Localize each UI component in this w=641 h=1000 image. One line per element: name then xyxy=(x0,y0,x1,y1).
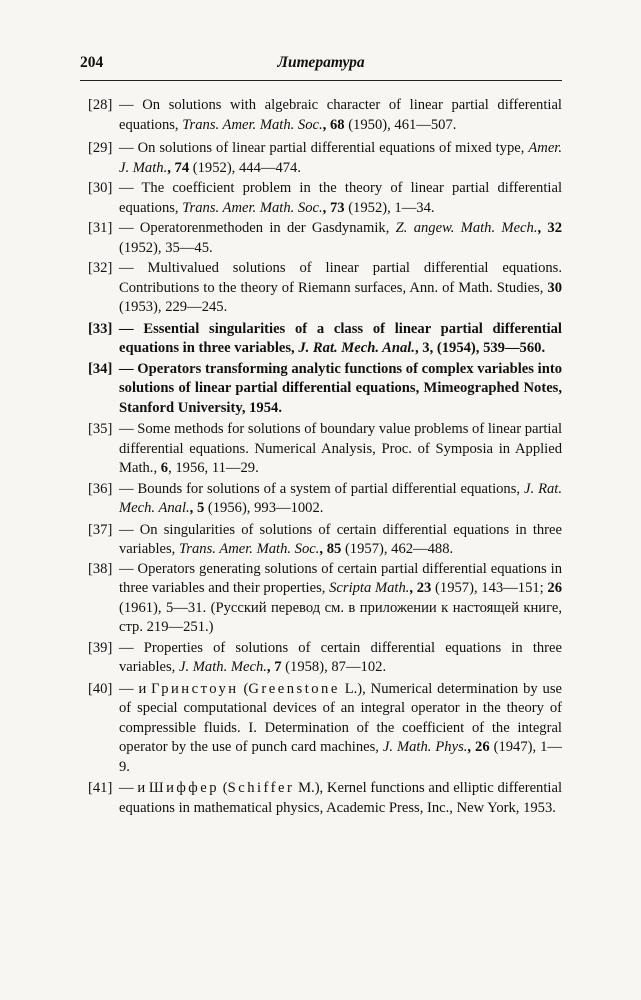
reference-text: — Operatorenmethoden in der Gasdynamik, xyxy=(119,220,396,236)
journal-name: Z. angew. Math. Mech. xyxy=(395,220,538,236)
reference-text: — Essential singularities of a class of linear partial differential equations in three variables, xyxy=(119,320,562,356)
reference-28 xyxy=(88,96,562,135)
reference-text: — Properties of solutions of certain differential equations in three variables, xyxy=(119,639,562,675)
running-title: Литература xyxy=(277,54,365,71)
journal-name: J. Math. Mech. xyxy=(178,659,267,675)
volume: 26 xyxy=(547,580,563,596)
journal-name: Scripta Math. xyxy=(329,580,410,596)
coauthor-name: Гринстоун xyxy=(151,680,239,697)
reference-list xyxy=(88,96,562,820)
reference-41 xyxy=(88,779,562,818)
page-header xyxy=(80,52,562,78)
reference-29 xyxy=(88,139,562,178)
reference-number: [35] xyxy=(88,421,113,437)
reference-number: [31] xyxy=(88,220,113,236)
coauthor-name-latin: Greenstone xyxy=(248,680,340,697)
reference-tail: (1952), 444—474. xyxy=(189,159,302,176)
volume: 6 xyxy=(160,460,169,476)
journal-name: Trans. Amer. Math. Soc. xyxy=(182,116,323,133)
volume: , 26 xyxy=(467,739,490,755)
reference-39 xyxy=(88,639,562,678)
reference-number: [30] xyxy=(88,180,113,196)
reference-number: [40] xyxy=(88,680,113,697)
volume: , 85 xyxy=(319,541,342,557)
reference-number: [36] xyxy=(88,480,113,497)
journal-name: J. Rat. Mech. Anal. xyxy=(298,340,415,356)
reference-text: — Operators transforming analytic functions of complex variables into solutions of linear partial differential equations, Mimeographed Notes, Stanford University, 1954. xyxy=(119,360,562,416)
reference-tail: (1957), 462—488. xyxy=(341,541,454,557)
volume: , 5 xyxy=(189,500,205,516)
reference-36 xyxy=(88,480,562,519)
volume: , 3 xyxy=(414,340,430,356)
reference-tail: (1957), 143—151; xyxy=(431,580,548,596)
reference-33 xyxy=(88,320,562,359)
reference-tail: (1956), 993—1002. xyxy=(204,500,324,516)
reference-34 xyxy=(88,360,562,419)
journal-name: J. Math. Phys. xyxy=(382,739,468,755)
reference-37 xyxy=(88,521,562,560)
journal-name: Amer. J. Math. xyxy=(119,140,562,176)
reference-tail: , 1956, 11—29. xyxy=(168,460,259,476)
reference-number: [28] xyxy=(88,97,113,113)
page-number: 204 xyxy=(80,54,104,71)
reference-number: [41] xyxy=(88,780,113,796)
volume: , 32 xyxy=(537,220,563,236)
reference-38 xyxy=(88,560,562,638)
reference-number: [39] xyxy=(88,639,113,656)
volume: , 73 xyxy=(322,199,345,216)
reference-number: [33] xyxy=(88,320,113,337)
reference-tail: (1961), 5—31. (Русский перевод см. в приложении к настоящей книге, стр. 219—251.) xyxy=(119,599,562,635)
reference-tail: (1950), 461—507. xyxy=(344,116,457,133)
reference-text: — On solutions with algebraic character of linear partial differential equations, xyxy=(119,97,562,133)
reference-40 xyxy=(88,680,562,778)
reference-text: L.), Numerical determination by use of special computational devices of an integral operator in the theory of compressible fluids. I. Determination of the coefficient of the integral operator by the use of punch card machines, xyxy=(119,680,563,755)
coauthor-name: Шиффер xyxy=(148,780,219,796)
reference-text: — Some methods for solutions of boundary value problems of linear partial differential equations. Numerical Analysis, Proc. of Symposia in Applied Math., xyxy=(119,421,562,476)
reference-number: [37] xyxy=(88,521,113,538)
reference-text: — и xyxy=(119,680,152,697)
reference-tail: (1958), 87—102. xyxy=(281,659,387,675)
volume: , 23 xyxy=(409,580,432,596)
reference-text: — и xyxy=(119,780,149,796)
volume: , 68 xyxy=(322,116,345,133)
reference-tail: (1952), 35—45. xyxy=(119,239,213,256)
journal-name: Trans. Amer. Math. Soc. xyxy=(182,199,323,216)
reference-number: [34] xyxy=(88,360,113,377)
reference-text: — Multivalued solutions of linear partial differential equations. Contributions to the theory of Riemann surfaces, Ann. of Math. Studies, xyxy=(119,260,562,296)
reference-text: — Operators generating solutions of certain partial differential equations in three variables and their properties, xyxy=(119,560,562,596)
volume: , 7 xyxy=(266,659,282,675)
journal-name: J. Rat. Mech. Anal. xyxy=(119,480,562,516)
reference-text: M.), Kernel functions and elliptic differential equations in mathematical physics, Academic Press, Inc., New York, 1953. xyxy=(119,780,563,816)
reference-text: — The coefficient problem in the theory of linear partial differential equations, xyxy=(119,180,562,216)
reference-number: [38] xyxy=(88,560,113,577)
volume: 30 xyxy=(547,279,562,296)
coauthor-name-latin: Schiffer xyxy=(227,780,295,796)
reference-text: — On singularities of solutions of certain differential equations in three variables, xyxy=(119,521,562,557)
reference-31 xyxy=(88,219,562,258)
reference-tail: (1953), 229—245. xyxy=(119,299,228,315)
reference-text: ( xyxy=(238,680,249,697)
reference-number: [32] xyxy=(88,260,113,276)
reference-tail: , (1954), 539—560. xyxy=(429,340,546,356)
reference-tail: (1952), 1—34. xyxy=(344,199,435,216)
reference-text: ( xyxy=(219,780,228,796)
reference-text: — On solutions of linear partial differential equations of mixed type, xyxy=(119,140,529,156)
volume: , 74 xyxy=(167,159,190,176)
journal-name: Trans. Amer. Math. Soc. xyxy=(178,541,320,557)
reference-30 xyxy=(88,179,562,218)
reference-tail: (1947), 1—9. xyxy=(119,739,562,775)
reference-32 xyxy=(88,259,562,318)
reference-text: — Bounds for solutions of a system of partial differential equations, xyxy=(119,480,524,497)
reference-35 xyxy=(88,420,562,479)
reference-number: [29] xyxy=(88,140,113,156)
header-rule xyxy=(80,80,562,81)
